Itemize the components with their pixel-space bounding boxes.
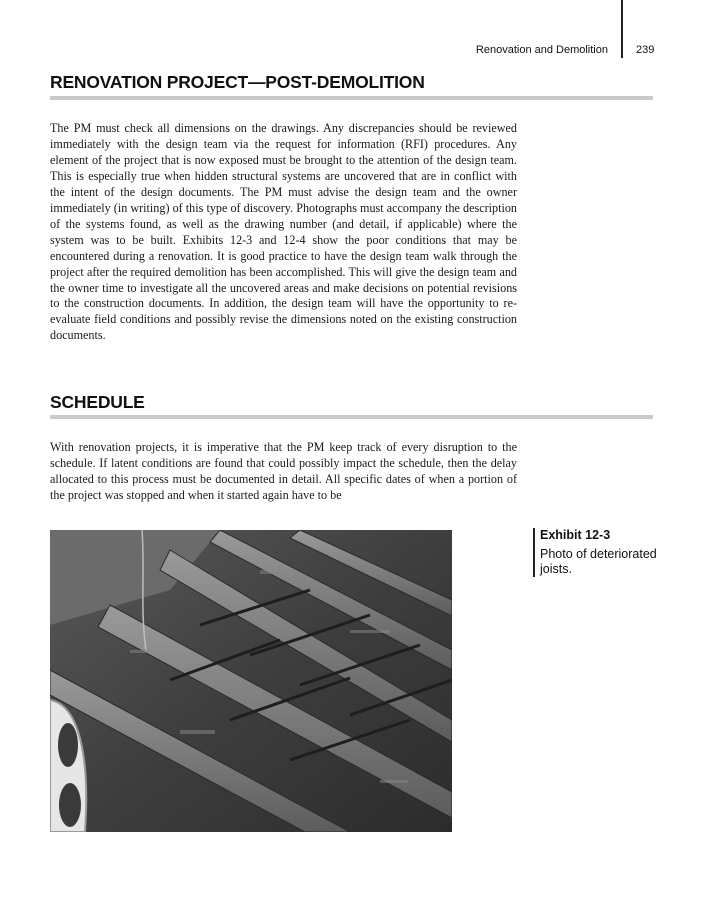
deteriorated-joists-photo [50, 530, 452, 832]
running-head: Renovation and Demolition [475, 44, 608, 56]
body-paragraph-schedule: With renovation projects, it is imperative that the PM keep track of every disruption to the schedule. If latent conditions are found that could possibly impact the schedule, then the delay allocated to this process must be documented in detail. All specific dates of when a portion of the project was stopped and when it started again have to be [50, 440, 517, 502]
exhibit-label: Exhibit 12-3 [540, 528, 611, 542]
header-divider [621, 0, 623, 58]
section-divider [50, 96, 653, 100]
section-divider [50, 415, 653, 419]
section-title-renovation: RENOVATION PROJECT—POST-DEMOLITION [50, 72, 425, 92]
page-number: 239 [636, 44, 655, 56]
exhibit-caption [533, 528, 670, 577]
exhibit-photo [50, 530, 452, 832]
exhibit-caption-text: Photo of deteriorated joists. [540, 547, 657, 576]
section-title-schedule: SCHEDULE [50, 392, 145, 412]
body-paragraph-renovation: The PM must check all dimensions on the drawings. Any discrepancies should be reviewed immediately with the design team via the request for information (RFI) procedures. Any element of the project that is now exposed must be brought to the attention of the design team. This is especially true when hidden structural systems are uncovered that are in conflict with the intent of the design documents. The PM must advise the design team and the owner immediately (in writing) of this type of discovery. Photographs must accompany the description of the systems found, as well as the drawing number (and detail, if applicable) where the system was to be built. Exhibits 12-3 and 12-4 show the poor conditions that may be encountered during a renovation. It is good practice to have the design team walk through the project after the required demolition has been accomplished. This will give the design team and the owner time to investigate all the uncovered areas and make decisions on potential revisions to the construction documents. In addition, the design team will have the opportunity to re-evaluate field conditions and possibly revise the dimensions noted on the existing construction documents. [50, 121, 517, 343]
